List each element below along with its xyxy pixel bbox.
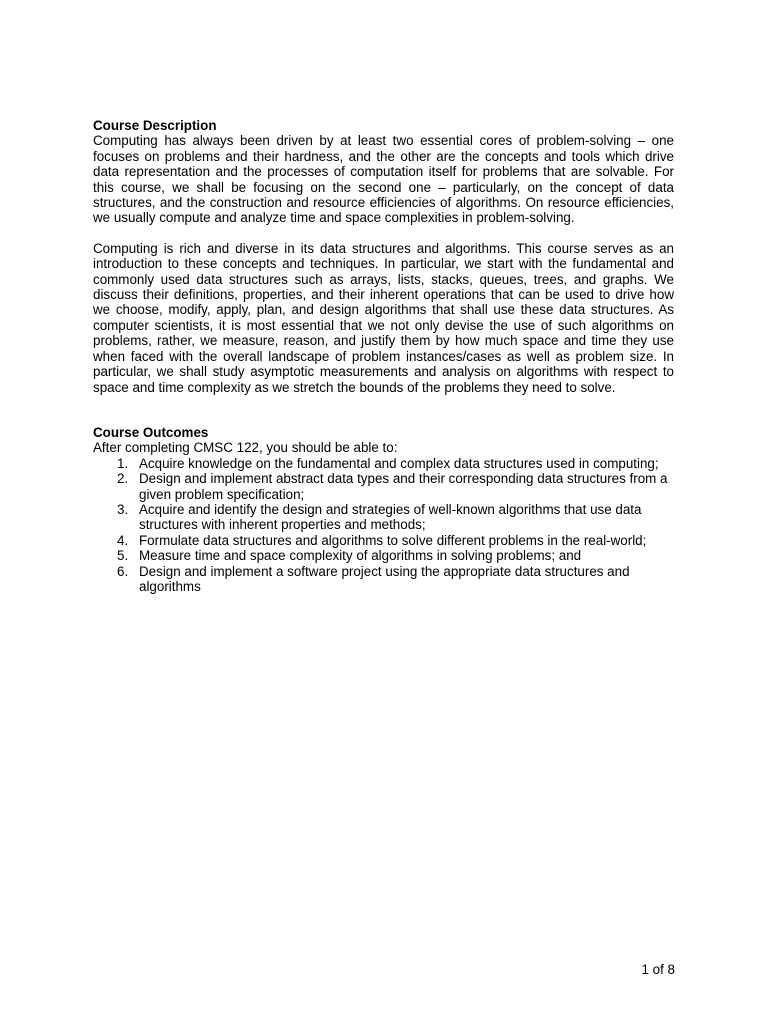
- list-item-text: Acquire knowledge on the fundamental and complex data structures used in computing;: [139, 455, 659, 471]
- list-item-text: Design and implement a software project using the appropriate data structures and algorithms: [139, 563, 630, 594]
- list-item: [93, 533, 674, 548]
- section-spacer: [93, 395, 674, 425]
- outcomes-intro: After completing CMSC 122, you should be able to:: [93, 440, 398, 456]
- list-item-number: 5.: [117, 548, 129, 564]
- list-item-text: Formulate data structures and algorithms to solve different problems in the real-world;: [139, 532, 647, 548]
- list-item: [93, 502, 674, 533]
- document-body: [93, 118, 674, 594]
- list-item-number: 3.: [117, 501, 129, 517]
- course-description-heading: Course Description: [93, 118, 217, 133]
- description-paragraph-1: Computing has always been driven by at least two essential cores of problem-solving – one focuses on problems and their hardness, and the other are the concepts and tools which drive data representation and the processes of computation itself for problems that are solvable. For this course, we shall be focusing on the second one – particularly, on the concept of data structures, and the construction and resource efficiencies of algorithms. On resource efficiencies, we usually compute and analyze time and space complexities in problem-solving.: [93, 133, 674, 226]
- list-item: [93, 548, 674, 563]
- list-item-text: Measure time and space complexity of algorithms in solving problems; and: [139, 548, 582, 564]
- list-item-number: 2.: [117, 471, 129, 487]
- list-item-number: 1.: [117, 455, 129, 471]
- list-item: [93, 456, 674, 471]
- list-item: [93, 564, 674, 595]
- list-item: [93, 471, 674, 502]
- list-item-number: 4.: [117, 532, 129, 548]
- paragraph-spacer: [93, 226, 674, 241]
- list-item-text: Acquire and identify the design and strategies of well-known algorithms that use data structures with inherent properties and methods;: [139, 501, 642, 533]
- outcomes-list: [93, 456, 674, 595]
- description-paragraph-2: Computing is rich and diverse in its data structures and algorithms. This course serves as an introduction to these concepts and techniques. In particular, we start with the fundamental and commonly used data structures such as arrays, lists, stacks, queues, trees, and graphs. We discuss their definitions, properties, and their inherent operations that can be used to drive how we choose, modify, apply, plan, and design algorithms that shall use these data structures. As computer scientists, it is most essential that we not only devise the use of such algorithms on problems, rather, we measure, reason, and justify them by how much space and time they use when faced with the overall landscape of problem instances/cases as well as problem size. In particular, we shall study asymptotic measurements and analysis on algorithms with respect to space and time complexity as we stretch the bounds of the problems they need to solve.: [93, 240, 674, 395]
- page-number: 1 of 8: [641, 962, 675, 977]
- list-item-text: Design and implement abstract data types and their corresponding data structures from a given problem specification;: [139, 471, 668, 502]
- list-item-number: 6.: [117, 563, 129, 579]
- course-outcomes-heading: Course Outcomes: [93, 424, 209, 440]
